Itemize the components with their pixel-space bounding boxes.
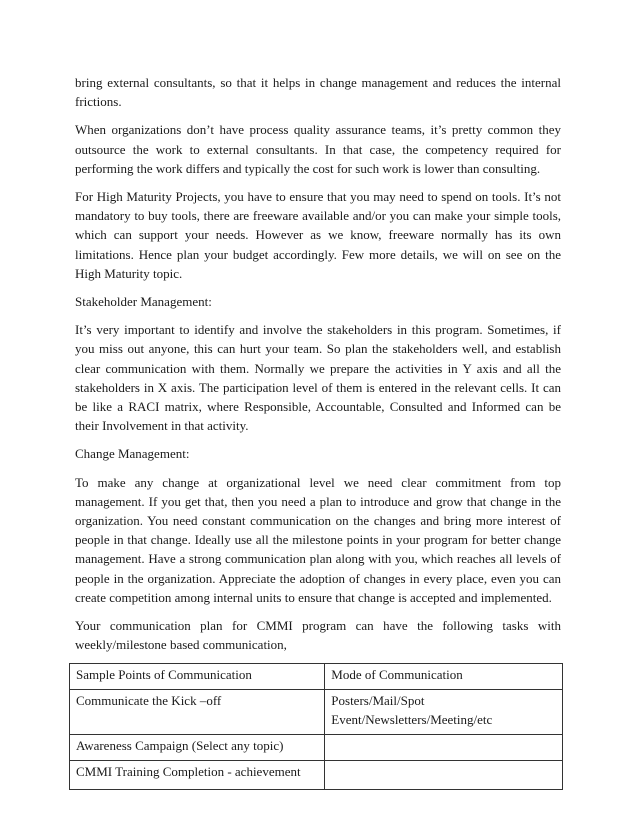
paragraph-communication-plan: Your communication plan for CMMI program can have the following tasks with weekly/milestone based communication, [75,618,561,653]
table-header-cell: Sample Points of Communication [70,664,325,690]
paragraph-tools-budget: For High Maturity Projects, you have to ensure that you may need to spend on tools. It’s not mandatory to buy tools, there are freeware available and/or you can make your simple tools, which can support your needs. However as we know, freeware normally has its own limitations. Hence plan your budget accordingly. Few more details, we will on see on the High Maturity topic. [75,189,561,281]
table-row [70,735,563,761]
table-row [70,761,563,790]
table-row [70,690,563,735]
paragraph-consultants-intro: bring external consultants, so that it helps in change management and reduces the internal frictions. [75,75,561,110]
table-header-cell: Mode of Communication [325,664,563,690]
communication-plan-table [69,663,563,790]
paragraph-stakeholders: It’s very important to identify and involve the stakeholders in this program. Sometimes, if you miss out anyone, this can hurt your team. So plan the stakeholders well, and establish clear communication with them. Normally we prepare the activities in Y axis and all the stakeholders in X axis. The participation level of them is entered in the relevant cells. It can be like a RACI matrix, where Responsible, Accountable, Consulted and Informed can be their Involvement in that activity. [75,322,561,434]
table-cell: Awareness Campaign (Select any topic) [70,735,325,761]
table-cell [325,735,563,761]
table-cell [325,761,563,790]
table-cell: Communicate the Kick –off [70,690,325,735]
heading-change-management: Change Management: [75,446,190,462]
table-header-row [70,664,563,690]
heading-stakeholder-management: Stakeholder Management: [75,294,212,310]
paragraph-outsourcing: When organizations don’t have process quality assurance teams, it’s pretty common they outsource the work to external consultants. In that case, the competency required for performing the work differs and typically the cost for such work is lower than consulting. [75,122,561,176]
table-cell: CMMI Training Completion - achievement [70,761,325,790]
table-cell: Posters/Mail/Spot Event/Newsletters/Meeting/etc [325,690,563,735]
paragraph-change-management: To make any change at organizational level we need clear commitment from top management. If you get that, then you need a plan to introduce and grow that change in the organization. You need constant communication on the changes and bring more interest of people in that change. Ideally use all the milestone points in your program for better change management. Have a strong communication plan along with you, which reaches all levels of people in the organization. Appreciate the adoption of changes in every place, even you can create competition among internal units to ensure that change is accepted and implemented. [75,474,561,605]
document-body [75,73,561,790]
